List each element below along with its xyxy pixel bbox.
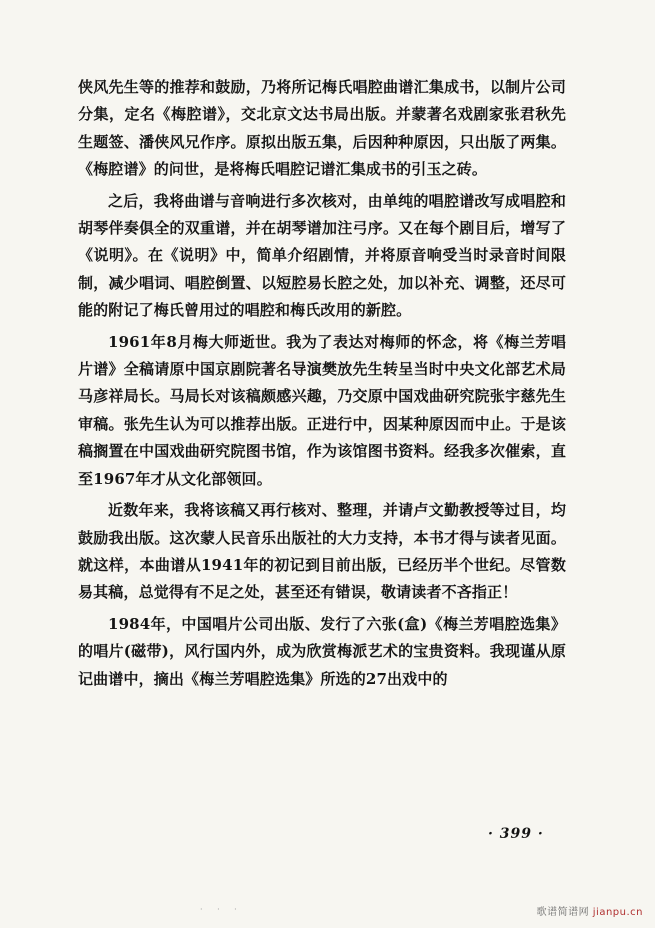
paragraph-3: 1961年8月梅大师逝世。我为了表达对梅师的怀念，将《梅兰芳唱片谱》全稿请原中国京剧院著名导演樊放先生转呈当时中央文化部艺术局马彦祥局长。马局长对该稿颇感兴趣，乃交原中国戏曲研究院张宇慈先生审稿。张先生认为可以推荐出版。正进行中，因某种原因而中止。于是该稿搁置在中国戏曲研究院图书馆，作为该馆图书资料。经我多次催索，直至1967年才从文化部领回。 [78, 332, 566, 488]
paragraph-1: 侠风先生等的推荐和鼓励，乃将所记梅氏唱腔曲谱汇集成书，以制片公司分集，定名《梅腔谱》，交北京文达书局出版。并蒙著名戏剧家张君秋先生题签、潘侠风兄作序。原拟出版五集，后因种种原因，只出版了两集。《梅腔谱》的问世，是将梅氏唱腔记谱汇集成书的引玉之砖。 [78, 78, 566, 179]
watermark-site-name: 歌谱简谱网 [536, 907, 590, 918]
page-number: · 399 · [488, 826, 544, 842]
paragraph-4: 近数年来，我将该稿又再行核对、整理，并请卢文勤教授等过目，均鼓励我出版。这次蒙人民音乐出版社的大力支持，本书才得与读者见面。就这样，本曲谱从1941年的初记到目前出版，已经历半个世纪。尽管数易其稿，总觉得有不足之处，甚至还有错误，敬请读者不吝指正！ [78, 501, 566, 602]
watermark-url: jianpu.cn [592, 907, 643, 918]
site-watermark [537, 903, 643, 918]
body-text [78, 74, 566, 697]
paragraph-2: 之后，我将曲谱与音响进行多次核对，由单纯的唱腔谱改写成唱腔和胡琴伴奏俱全的双重谱，并在胡琴谱加注弓序。又在每个剧目后，增写了《说明》。在《说明》中，简单介绍剧情，并将原音响受当时录音时间限制，减少唱词、唱腔倒置、以短腔易长腔之处，加以补充、调整，还尽可能的附记了梅氏曾用过的唱腔和梅氏改用的新腔。 [78, 191, 566, 320]
paragraph-5: 1984年，中国唱片公司出版、发行了六张(盒)《梅兰芳唱腔选集》的唱片(磁带)，风行国内外，成为欣赏梅派艺术的宝贵资料。我现谨从原记曲谱中，摘出《梅兰芳唱腔选集》所选的27出戏中的 [78, 614, 566, 688]
scan-artifact-marks: · · · [200, 905, 243, 914]
